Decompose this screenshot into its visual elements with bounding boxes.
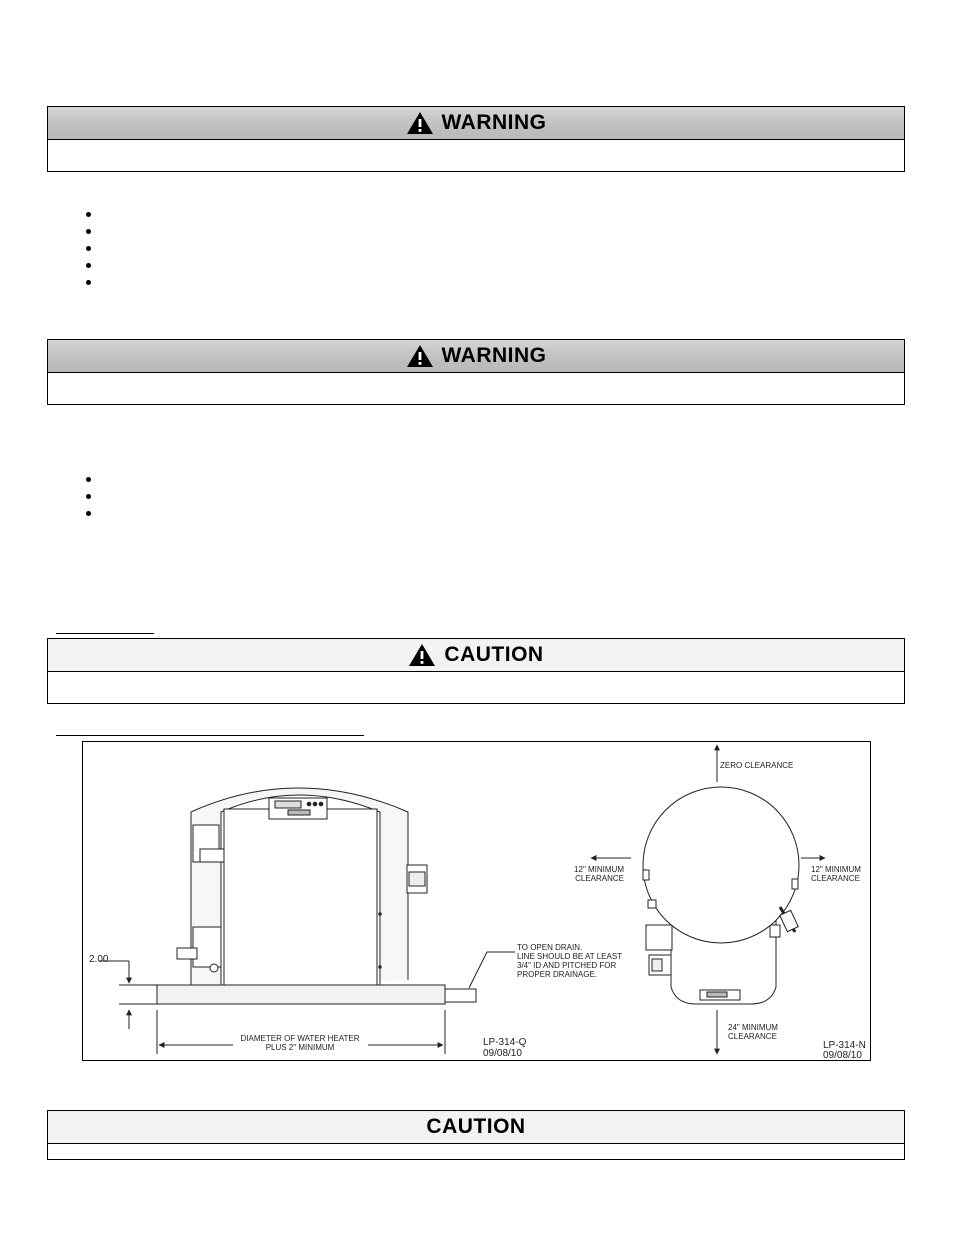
warning-triangle-icon [406,344,434,368]
drawing-date: 09/08/10 [483,1048,522,1059]
drain-note-line: TO OPEN DRAIN. [517,943,583,952]
clearance-drawing [83,742,870,1060]
warning-title: WARNING [441,111,547,134]
dimension-label: 2.00 [89,954,109,965]
warning-triangle-icon [406,111,434,135]
drain-note-line: 3/4" ID AND PITCHED FOR [517,961,617,970]
clearance-line: 12" MINIMUM [574,865,624,874]
diameter-note-line: PLUS 2" MINIMUM [265,1043,335,1052]
right-clearance-label [811,865,861,883]
clearance-figure [82,741,871,1061]
caution-header [48,639,904,672]
heater-top-view [591,745,825,1054]
clearance-line: 24" MINIMUM [728,1023,778,1032]
warning-header [48,340,904,373]
drawing-code: LP-314-Q [483,1037,527,1048]
warning-box-1 [47,106,905,172]
caution-title: CAUTION [426,1115,526,1138]
caution-title: CAUTION [444,643,544,666]
diameter-note-line: DIAMETER OF WATER HEATER [240,1034,360,1043]
clearance-line: CLEARANCE [811,874,860,883]
warning-title: WARNING [441,344,547,367]
left-clearance-label [574,865,624,883]
heater-side-view [99,788,515,1054]
bottom-clearance-label [728,1023,778,1041]
drawing-date: 09/08/10 [823,1050,862,1060]
caution-box-1 [47,638,905,704]
drain-note-line: PROPER DRAINAGE. [517,970,598,979]
drain-note-line: LINE SHOULD BE AT LEAST [517,952,623,961]
drawing-code: LP-314-N [823,1040,866,1051]
top-clearance-label: ZERO CLEARANCE [720,761,794,770]
warning-box-2 [47,339,905,405]
warning-header [48,107,904,140]
diameter-note [241,1034,360,1052]
caution-box-2 [47,1110,905,1160]
drain-note [517,943,622,979]
caution-header [48,1111,904,1144]
warning-triangle-icon [408,643,436,667]
figure-caption-underline [56,735,364,736]
clearance-line: CLEARANCE [575,874,624,883]
clearance-line: CLEARANCE [728,1032,777,1041]
heading-underline [56,633,154,634]
clearance-line: 12" MINIMUM [811,865,861,874]
